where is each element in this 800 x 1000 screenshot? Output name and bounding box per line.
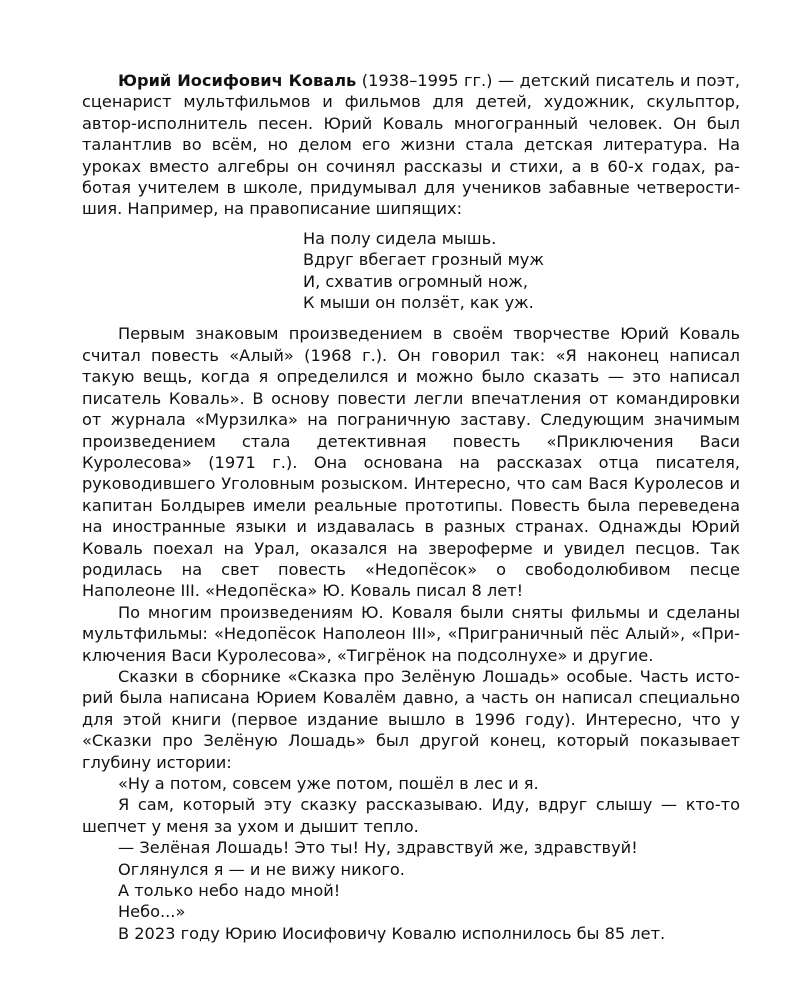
quote-line: А только небо надо мной!: [118, 881, 341, 901]
poem: [303, 228, 740, 314]
quote-line: «Ну а потом, совсем уже потом, пошёл в лес и я.: [118, 774, 539, 793]
quote-line: Оглянулся я — и не вижу никого.: [118, 859, 405, 879]
poem-line: Вдруг вбегает грозный муж: [303, 250, 544, 270]
intro-text: (1938–1995 гг.) — детский писатель и поэт, сценарист мультфильмов и фильмов для детей, художник, скульптор, автор-исполнитель песен. Юрий Коваль многогранный человек. Он был талантлив во всём, но делом его жизни стала детская литература. На уроках вместо алгебры он сочинял рассказы и стихи, а в 60-х годах, работая учителем в школе, придумывал для учеников забавные четверостишия. Например, на правописание шипящих:: [82, 71, 740, 219]
poem-line: И, схватив огромный нож,: [303, 271, 529, 291]
quote-line: Я сам, который эту сказку рассказываю. Иду, вдруг слышу — кто-то шепчет у меня за ухом и дышит тепло.: [82, 795, 740, 836]
quote-line: Небо...»: [118, 902, 186, 922]
quote-line: — Зелёная Лошадь! Это ты! Ну, здравствуй же, здравствуй!: [118, 838, 638, 858]
intro-paragraph: [82, 70, 740, 220]
author-name: Юрий Иосифович Коваль: [118, 71, 357, 90]
paragraph-works: Первым знаковым произведением в своём творчестве Юрий Коваль считал повесть «Алый» (1968 г.). Он говорил так: «Я наконец написал такую вещь, когда я определился и можно было сказать — это написал писатель Коваль». В основу повести легли впечатления от командировки от журнала «Мурзилка» на пограничную заставу. Следующим значимым произведением стала детективная повесть «Приключения Васи Куролесова» (1971 г.). Она основана на рассказах отца писателя, руководившего Уголовным розыском. Интересно, что сам Вася Куролесов и капитан Болдырев имели реальные прототипы. Повесть была переведена на иностранные языки и издавалась в разных странах. Однажды Юрий Коваль поехал на Урал, оказался на звероферме и увидел песцов. Так родилась на свет повесть «Недопёсок» о свободолюбивом песце Наполеоне III. «Недопёска» Ю. Коваль писал 8 лет!: [82, 324, 740, 601]
closing-line: В 2023 году Юрию Иосифовичу Ковалю исполнилось бы 85 лет.: [118, 923, 666, 943]
poem-line: На полу сидела мышь.: [303, 228, 497, 248]
poem-line: К мыши он ползёт, как уж.: [303, 293, 534, 313]
quote-block: [82, 773, 740, 944]
paragraph-tales: Сказки в сборнике «Сказка про Зелёную Лошадь» особые. Часть историй была написана Юрием Ковалём давно, а часть он написал специально для этой книги (первое издание вышло в 1996 году). Интересно, что у «Сказки про Зелёную Лошадь» был другой конец, который показывает глубину истории:: [82, 666, 740, 772]
paragraph-films: По многим произведениям Ю. Коваля были сняты фильмы и сделаны мультфильмы: «Недопёсок Наполеон III», «Приграничный пёс Алый», «Приключения Васи Куролесова», «Тигрёнок на подсолнухе» и другие.: [82, 602, 740, 665]
article-body: [82, 70, 740, 944]
